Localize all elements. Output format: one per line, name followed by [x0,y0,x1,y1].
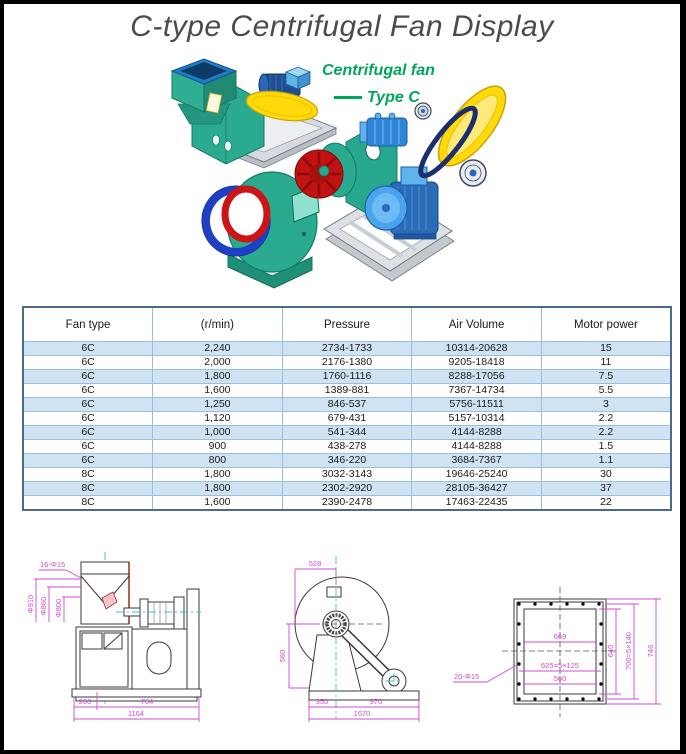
dim-dia-910: Φ910 [26,594,35,614]
dim-700: 700=5×140 [624,632,633,670]
dim-560-flange: 560 [553,674,567,683]
dim-528: 528 [308,559,322,568]
dim-970: 970 [369,697,383,706]
dim-dia-860: Φ860 [39,596,48,616]
unit-housing [172,59,264,164]
table-row: 6C 1,250 846-537 5756-11511 3 [23,398,671,412]
page-title: C-type Centrifugal Fan Display [130,10,554,43]
table-row: 6C 1,120 679-431 5157-10314 2.2 [23,412,671,426]
table-row: 6C 2,240 2734-1733 10314-20628 15 [23,342,671,356]
table-row: 8C 1,600 2390-2478 17463-22435 22 [23,496,671,511]
col-fan-type: Fan type [23,307,153,342]
label-dash-line [334,96,362,99]
dim-dia-800: Φ800 [54,598,63,618]
table-row: 8C 1,800 3032-3143 19646-25240 30 [23,468,671,482]
front-view-drawing [262,542,462,754]
dim-669: 669 [553,632,567,641]
exploded-impeller [295,150,343,198]
table-row: 6C 1,800 1760-1116 8288-17056 7.5 [23,370,671,384]
table-row: 6C 1,000 541-344 4144-8288 2.2 [23,426,671,440]
label-type-c-text: Type C [367,89,420,106]
dim-560-front: 560 [278,649,287,663]
col-air-volume: Air Volume [412,307,542,342]
dim-764: 764 [140,697,154,706]
dim-625: 625=5×125 [541,661,579,670]
spec-table [22,306,672,511]
illustration-label-type-c [334,89,420,107]
side-view-drawing [16,542,211,754]
col-rpm: (r/min) [153,307,283,342]
dim-1670: 1670 [353,709,371,718]
col-motor-power: Motor power [541,307,671,342]
table-header-row [23,307,671,342]
label-centrifugal-fan-text: Centrifugal fan [322,62,435,79]
col-pressure: Pressure [282,307,412,342]
dim-200: 200 [78,697,92,706]
flange-view-drawing [449,542,679,754]
dim-bolt-note: 16-Φ15 [40,560,66,569]
table-row: 6C 800 346-220 3684-7367 1.1 [23,454,671,468]
dim-1164: 1164 [127,709,145,718]
dim-746: 746 [646,644,655,658]
illustration-label-centrifugal-fan [322,62,435,80]
dim-350: 350 [315,697,329,706]
dim-bolt-note-20: 20-Φ15 [454,672,480,681]
table-row: 6C 1,600 1389-881 7367-14734 5.5 [23,384,671,398]
table-row: 6C 2,000 2176-1380 9205-18418 11 [23,356,671,370]
dim-640: 640 [606,644,615,658]
table-row: 6C 900 438-278 4144-8288 1.5 [23,440,671,454]
table-row: 8C 1,800 2302-2920 28105-36427 37 [23,482,671,496]
exploded-bearing-gearbox [360,113,407,146]
